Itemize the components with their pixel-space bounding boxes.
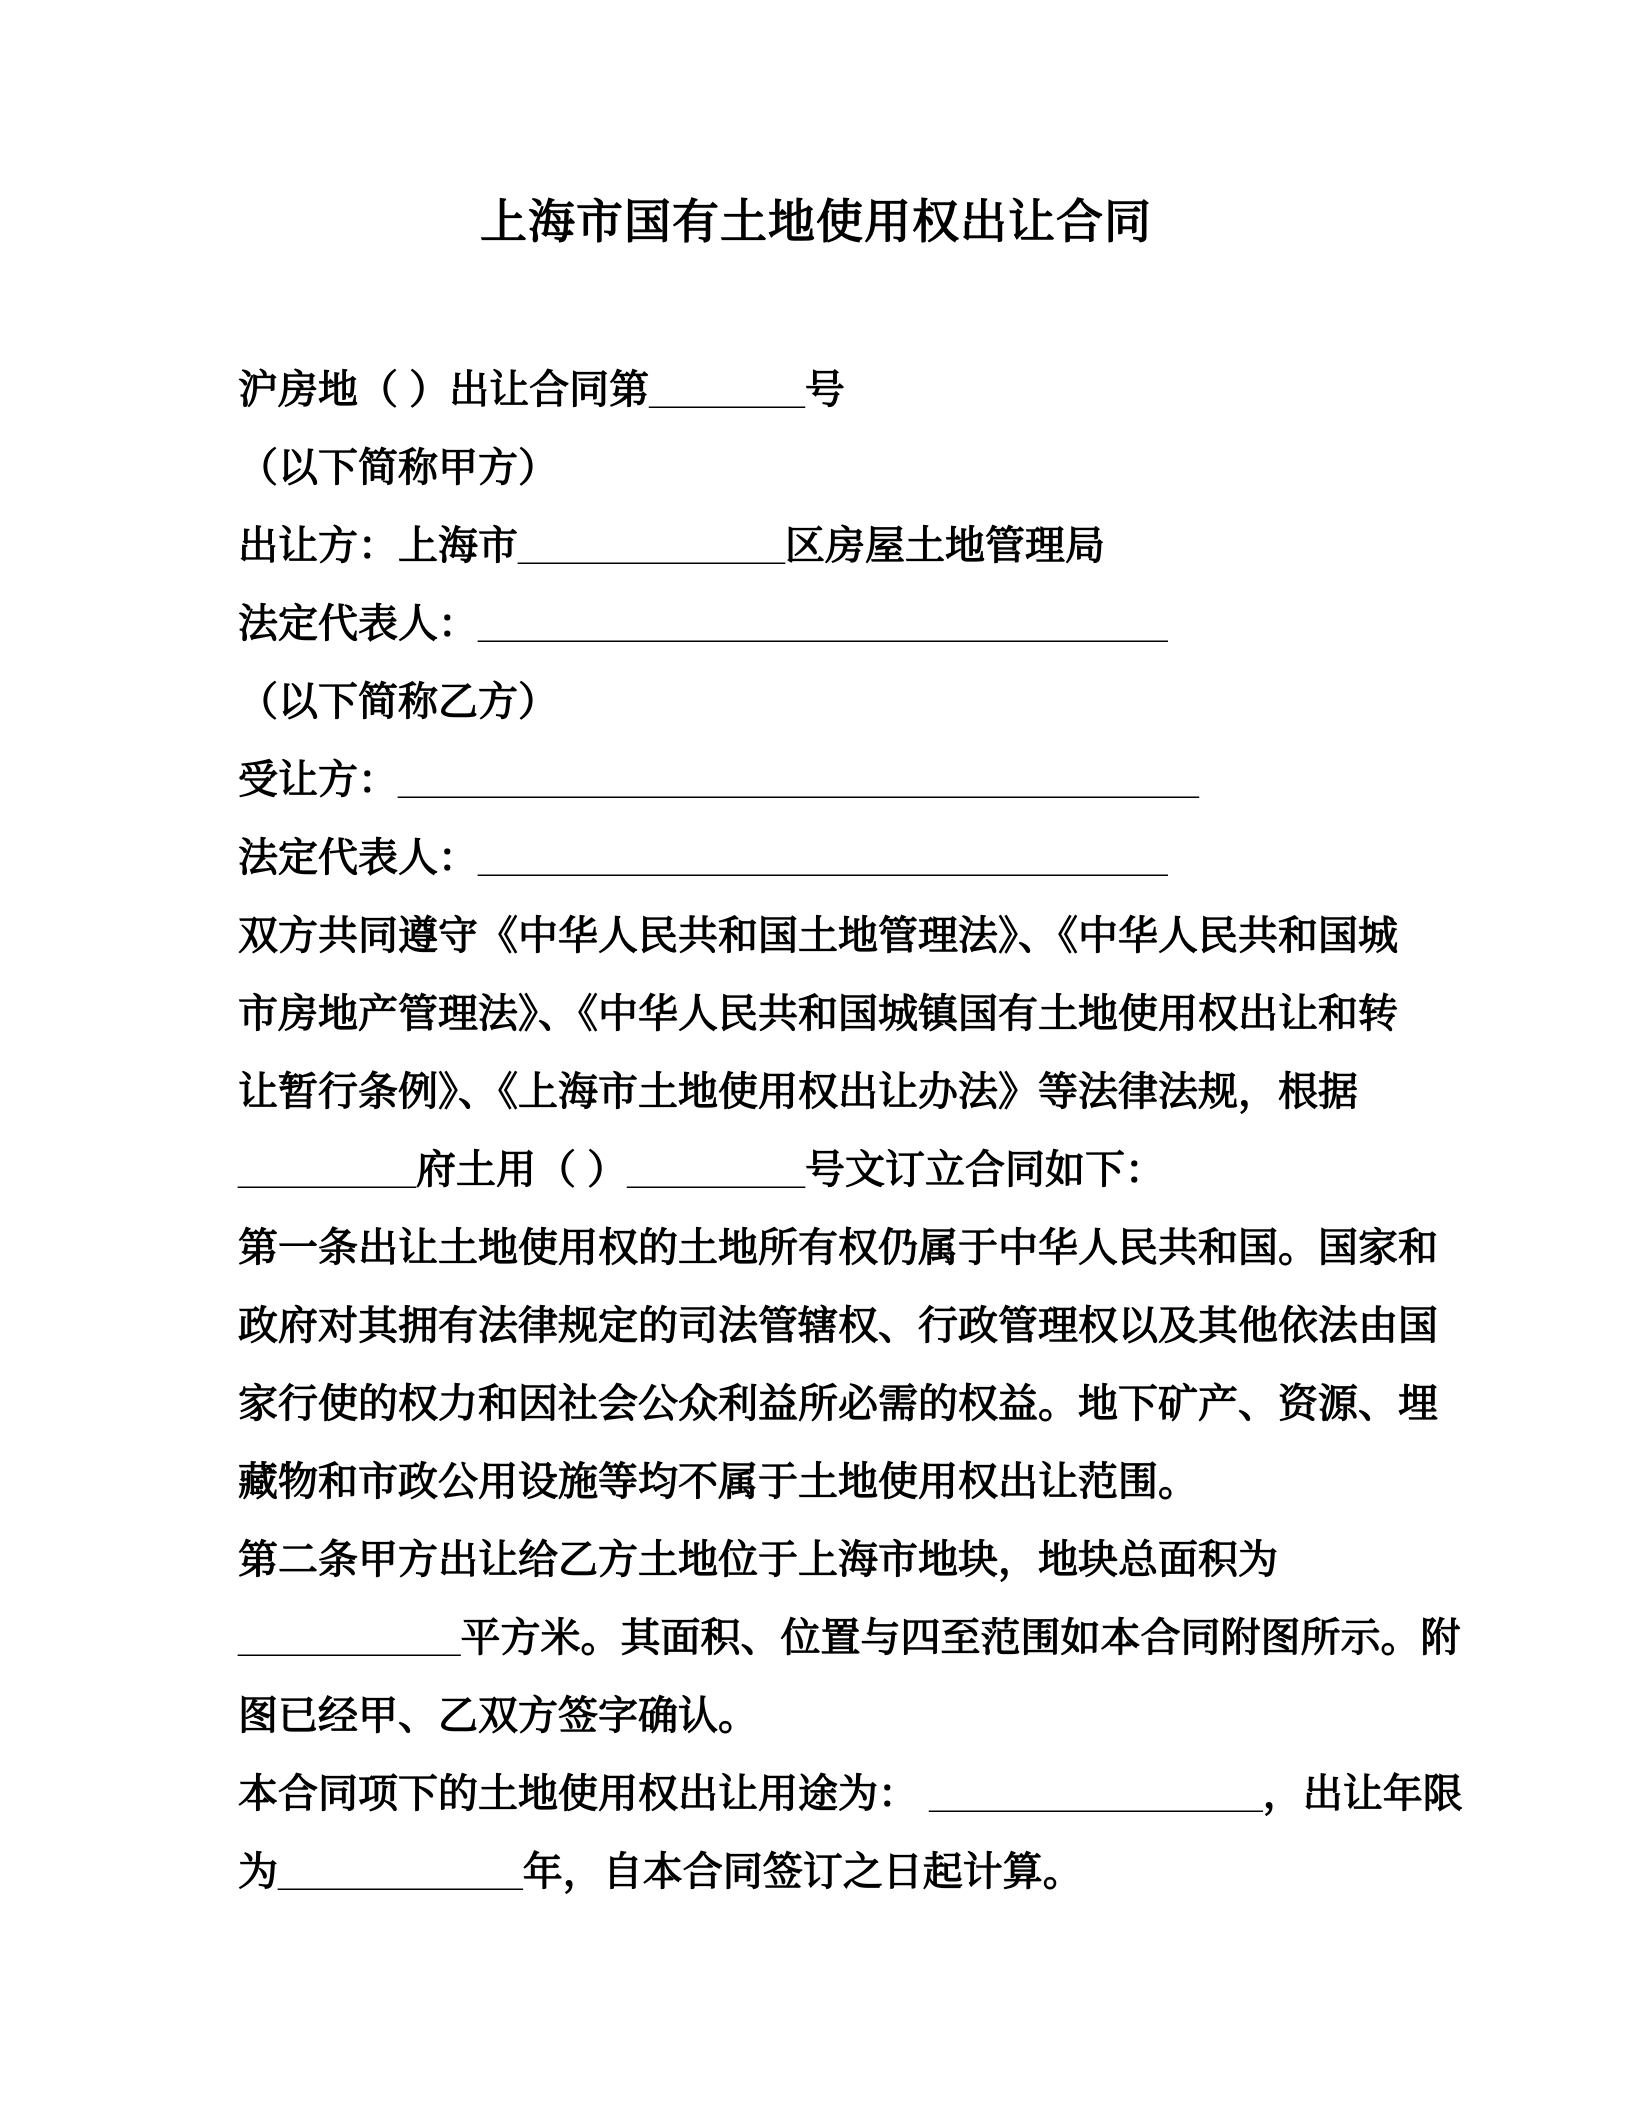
- contract-line-party-b-note: （以下简称乙方）: [238, 680, 558, 724]
- contract-title: 上海市国有土地使用权出让合同: [480, 195, 1152, 248]
- contract-line-article2-1: 第二条甲方出让给乙方土地位于上海市地块，地块总面积为: [238, 1538, 1278, 1582]
- contract-body: [238, 351, 1488, 1911]
- contract-line-article1-3: 家行使的权力和因社会公众利益所必需的权益。地下矿产、资源、埋: [238, 1382, 1438, 1426]
- contract-line-doc-ref: ________府土用（ ）________号文订立合同如下：: [238, 1148, 1166, 1192]
- contract-line-article1-2: 政府对其拥有法律规定的司法管辖权、行政管理权以及其他依法由国: [238, 1304, 1438, 1348]
- contract-line-number: 沪房地（ ）出让合同第_______号: [238, 368, 845, 412]
- contract-line-laws-2: 市房地产管理法》、《中华人民共和国城镇国有土地使用权出让和转: [238, 992, 1398, 1036]
- contract-line-legal-rep-b: 法定代表人：_______________________________: [238, 836, 1168, 880]
- contract-line-transferee: 受让方：____________________________________: [238, 758, 1199, 802]
- contract-line-laws-1: 双方共同遵守《中华人民共和国土地管理法》、《中华人民共和国城: [238, 914, 1398, 958]
- contract-line-article2-3: 图已经甲、乙双方签字确认。: [238, 1694, 758, 1738]
- contract-line-transferor: 出让方：上海市____________区房屋土地管理局: [238, 524, 1105, 568]
- contract-line-legal-rep-a: 法定代表人：_______________________________: [238, 602, 1168, 646]
- contract-line-usage: 本合同项下的土地使用权出让用途为： _______________，出让年限: [238, 1772, 1463, 1816]
- contract-line-article2-2: __________平方米。其面积、位置与四至范围如本合同附图所示。附: [238, 1616, 1461, 1660]
- contract-line-laws-3: 让暂行条例》、《上海市土地使用权出让办法》等法律法规，根据: [238, 1070, 1358, 1114]
- contract-line-article1-4: 藏物和市政公用设施等均不属于土地使用权出让范围。: [238, 1460, 1198, 1504]
- contract-line-term: 为___________年，自本合同签订之日起计算。: [238, 1850, 1083, 1894]
- contract-line-party-a-note: （以下简称甲方）: [238, 446, 558, 490]
- contract-line-article1-1: 第一条出让土地使用权的土地所有权仍属于中华人民共和国。国家和: [238, 1226, 1438, 1270]
